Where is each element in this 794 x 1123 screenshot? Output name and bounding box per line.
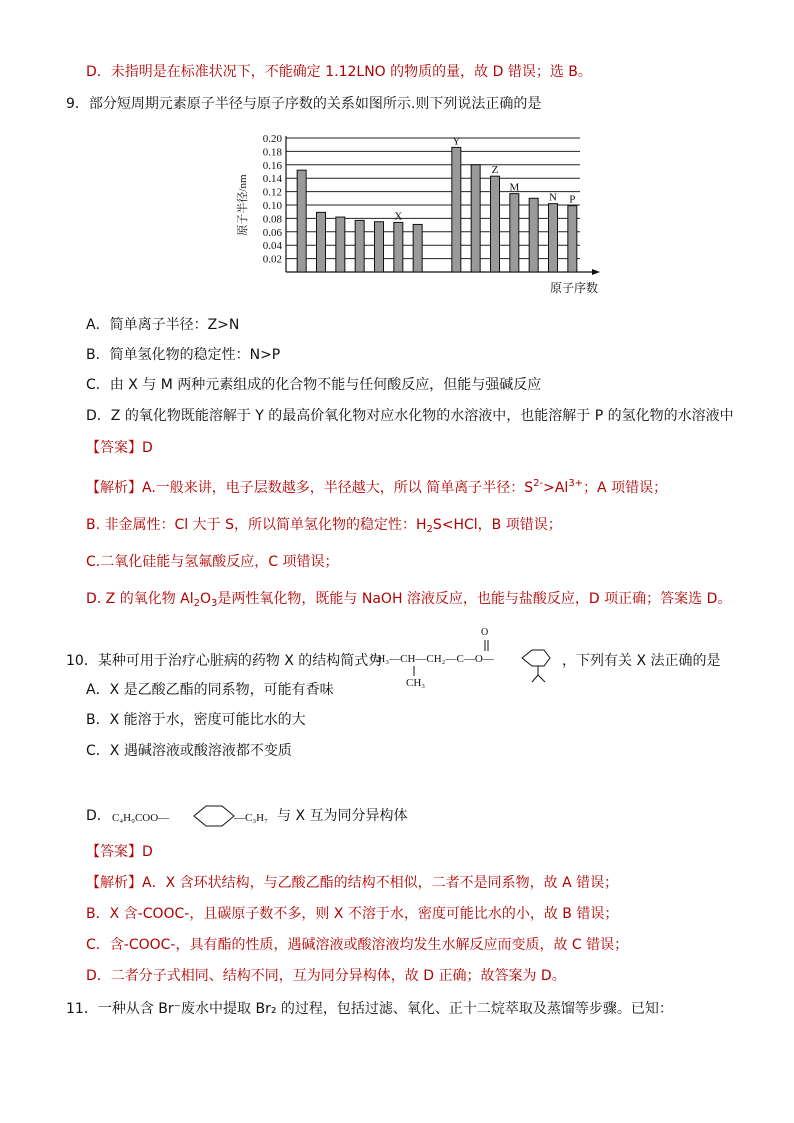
x-axis-arrow	[592, 269, 600, 275]
y-tick-label: 0.08	[262, 213, 282, 226]
q10-option-d-text: 与 X 互为同分异构体	[277, 808, 408, 824]
y-tick-label: 0.10	[262, 200, 282, 212]
option-d-left-group: C₄H₉COO—	[112, 812, 170, 824]
q10-option-b: B．X 能溶于水，密度可能比水的大	[86, 712, 306, 728]
y-tick-label: 0.16	[262, 159, 282, 172]
question-11-stem: 11．一种从含 Br⁻废水中提取 Br₂ 的过程，包括过滤、氧化、正十二烷萃取及蒸馏等步骤。已知：	[66, 1001, 673, 1017]
y-tick-label: 0.18	[262, 146, 282, 159]
y-tick-label: 0.02	[262, 253, 282, 266]
bar	[336, 217, 345, 272]
molecule-structure-x	[370, 626, 560, 688]
bar	[452, 147, 461, 272]
bar	[471, 165, 480, 272]
q9-explanation-d: D. Z 的氧化物 $Al_2O_3$是两性氧化物，既能与 NaOH 溶液反应，也能与盐酸反应，D 项正确；答案选 D。	[86, 591, 732, 609]
q10-answer: 【答案】D	[86, 844, 153, 860]
molecule-main-chain: CH₃—CH—CH₂—C—O—	[370, 653, 494, 665]
q10-explanation-d: D．二者分子式相同、结构不同，互为同分异构体，故 D 正确；故答案为 D。	[86, 968, 566, 984]
q10-explanation-a: 【解析】A．X 含环状结构，与乙酸乙酯的结构不相似，二者不是同系物，故 A 错误；	[86, 875, 619, 891]
y-tick-label: 0.04	[262, 240, 282, 253]
bar	[297, 170, 306, 272]
atomic-radius-chart	[230, 130, 610, 300]
q10-option-a: A．X 是乙酸乙酯的同系物，可能有香味	[86, 682, 334, 698]
bar	[549, 204, 558, 272]
molecule-structure-option-d	[112, 800, 282, 832]
bar	[568, 206, 577, 272]
bar-label: N	[549, 191, 557, 204]
y-tick-label: 0.06	[262, 226, 282, 239]
q10-option-c: C．X 遇碱溶液或酸溶液都不变质	[86, 743, 292, 759]
bar	[317, 212, 326, 272]
bar	[510, 194, 519, 272]
bar-label: Z	[491, 164, 499, 177]
q9-answer: 【答案】D	[86, 440, 153, 456]
molecule-methyl-branch: CH₃	[406, 677, 426, 688]
y-tick-label: 0.14	[262, 173, 282, 186]
bar	[529, 198, 538, 272]
bar-label: M	[509, 181, 520, 194]
q9-explanation-b: B. 非金属性：Cl 大于 S，所以简单氢化物的稳定性：$H_2S<HCl$，B 项错误；	[86, 517, 562, 535]
molecule-carbonyl-oxygen: O	[481, 627, 489, 638]
bar	[375, 222, 384, 272]
bar	[355, 220, 364, 272]
option-d-right-group: —C₃H₇	[234, 812, 268, 824]
bar-label: P	[569, 193, 576, 206]
q9-option-b: B．简单氢化物的稳定性：N>P	[86, 347, 281, 363]
bar	[491, 176, 500, 272]
q8-option-d-explanation: D．未指明是在标准状况下，不能确定 1.12LNO 的物质的量，故 D 错误；选 B。	[86, 64, 592, 80]
q9-option-a: A．简单离子半径：Z>N	[86, 317, 240, 333]
y-axis-label: 原子半径/nm	[237, 174, 249, 236]
question-10-stem-end: ，下列有关 X 法正确的是	[562, 653, 721, 669]
bar	[413, 224, 422, 272]
bar-label: Y	[452, 135, 461, 148]
bar-label: X	[394, 210, 403, 223]
y-tick-label: 0.20	[262, 133, 282, 145]
q10-option-d-label: D．	[86, 808, 111, 824]
q9-option-c: C．由 X 与 M 两种元素组成的化合物不能与任何酸反应，但能与强碱反应	[86, 377, 542, 393]
q9-option-d: D．Z 的氧化物既能溶解于 Y 的最高价氧化物对应水化物的水溶液中，也能溶解于 P 的氢化物的水溶液中	[86, 408, 734, 424]
y-tick-label: 0.12	[262, 186, 282, 199]
q10-explanation-c: C．含-COOC-，具有酯的性质，遇碱溶液或酸溶液均发生水解反应而变质，故 C 错误；	[86, 937, 629, 953]
x-axis-label: 原子序数	[549, 281, 598, 295]
q9-explanation-c: C.二氧化硅能与氢氟酸反应，C 项错误；	[86, 554, 339, 570]
question-9-stem: 9．部分短周期元素原子半径与原子序数的关系如图所示.则下列说法正确的是	[66, 96, 542, 112]
bar	[394, 222, 403, 272]
q9-explanation-a: 【解析】A.一般来讲，电子层数越多，半径越大，所以 简单离子半径：$S^{2-}>Al^{3+}$；A 项错误；	[86, 478, 668, 496]
q10-explanation-b: B．X 含-COOC-，且碳原子数不多，则 X 不溶于水，密度可能比水的小，故 B 错误；	[86, 906, 619, 922]
question-10-stem-start: 10．某种可用于治疗心脏病的药物 X 的结构简式为	[66, 653, 383, 669]
